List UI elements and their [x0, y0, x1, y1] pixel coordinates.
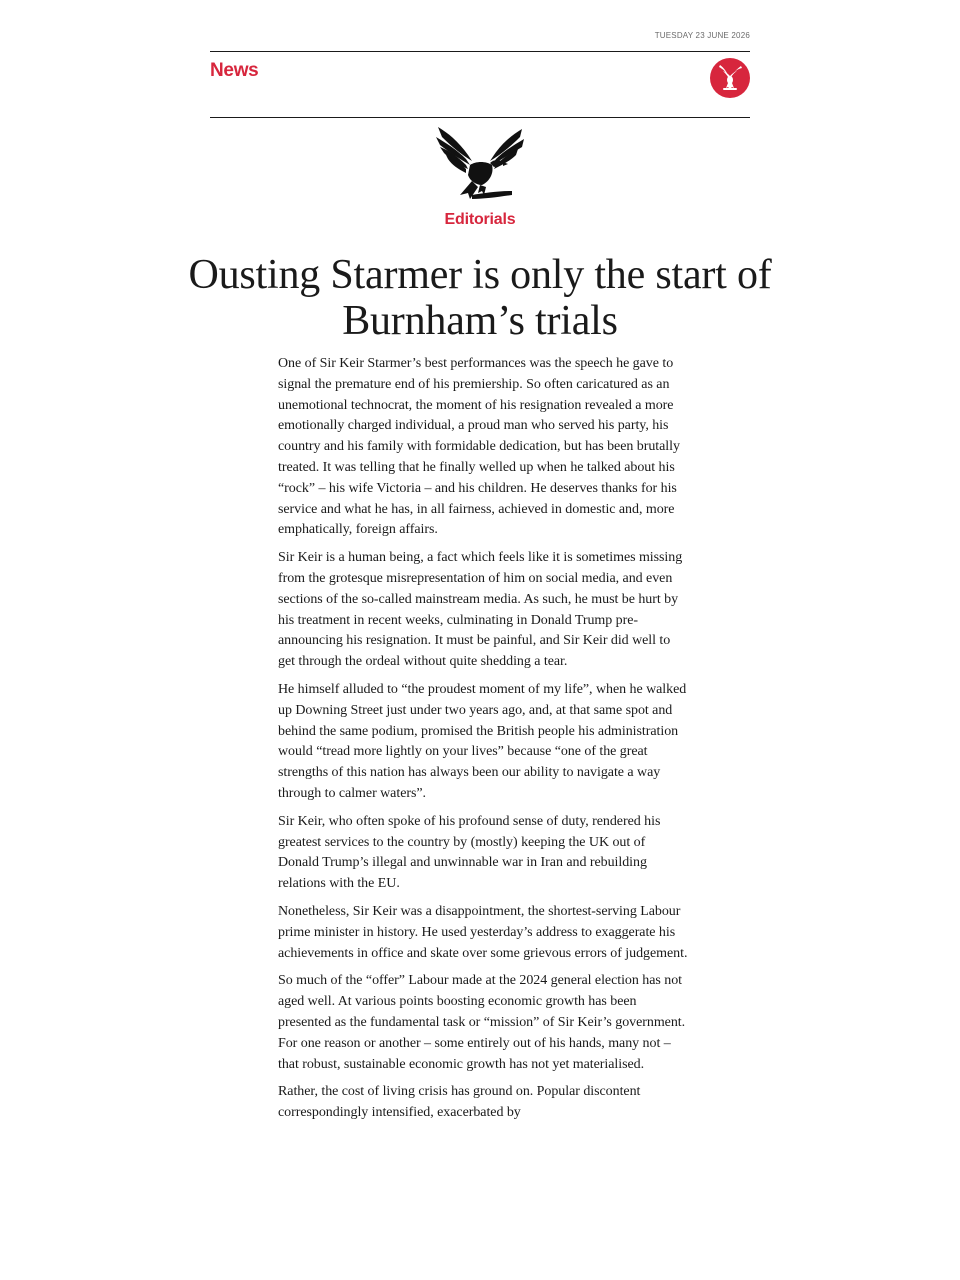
article-paragraph: One of Sir Keir Starmer’s best performances was the speech he gave to signal the premature end of his premiership. So often caricatured as an unemotional technocrat, the moment of his resignation revealed a more emotionally charged individual, a proud man who served his party, his country and his family with formidable dedication, but has been brutally treated. It was telling that he finally welled up when he talked about his “rock” – his wife Victoria – and his children. He deserves thanks for his service and what he has, in all fairness, achieved in domestic and, more emphatically, foreign affairs.: [278, 356, 680, 538]
header-top-divider: [210, 51, 750, 52]
section-label[interactable]: News: [210, 60, 259, 81]
article-paragraph: Nonetheless, Sir Keir was a disappointment, the shortest-serving Labour prime minister in history. He used yesterday’s address to exaggerate his achievements in office and skate over some grievous errors of judgement.: [278, 903, 688, 961]
article-paragraph: Sir Keir is a human being, a fact which feels like it is sometimes missing from the grotesque misrepresentation of him on social media, and even sections of the so-called mainstream media. As such, he must be hurt by his treatment in recent weeks, culminating in Donald Trump pre-announcing his resignation. It must be painful, and Sir Keir did well to get through the ordeal without quite shedding a tear.: [278, 550, 683, 670]
article-paragraph: Sir Keir, who often spoke of his profound sense of duty, rendered his greatest services to the country by (mostly) keeping the UK out of Donald Trump’s illegal and unwinnable war in Iran and rebuilding relations with the EU.: [278, 813, 661, 892]
issue-date: TUESDAY 23 JUNE 2026: [654, 31, 750, 40]
header-bottom-divider: [210, 117, 750, 118]
independent-eagle-icon: [432, 125, 528, 205]
independent-eagle-badge-icon[interactable]: [710, 58, 750, 98]
article-headline: Ousting Starmer is only the start of Burnham’s trials: [188, 252, 772, 344]
article-body: [278, 354, 688, 1131]
article-paragraph: Rather, the cost of living crisis has ground on. Popular discontent correspondingly intensified, exacerbated by: [278, 1084, 641, 1121]
article-paragraph: So much of the “offer” Labour made at the 2024 general election has not aged well. At various points boosting economic growth has been presented as the fundamental task or “mission” of Sir Keir’s government. For one reason or another – some entirely out of his hands, many not – that robust, sustainable economic growth has not yet materialised.: [278, 973, 686, 1072]
article-paragraph: He himself alluded to “the proudest moment of my life”, when he walked up Downing Street just under two years ago, and, at that same spot and behind the same podium, promised the British people his administration would “tread more lightly on your lives” because “one of the great strengths of this nation has always been our ability to navigate a way through to calmer waters”.: [278, 681, 687, 801]
section-kicker: Editorials: [444, 211, 516, 228]
